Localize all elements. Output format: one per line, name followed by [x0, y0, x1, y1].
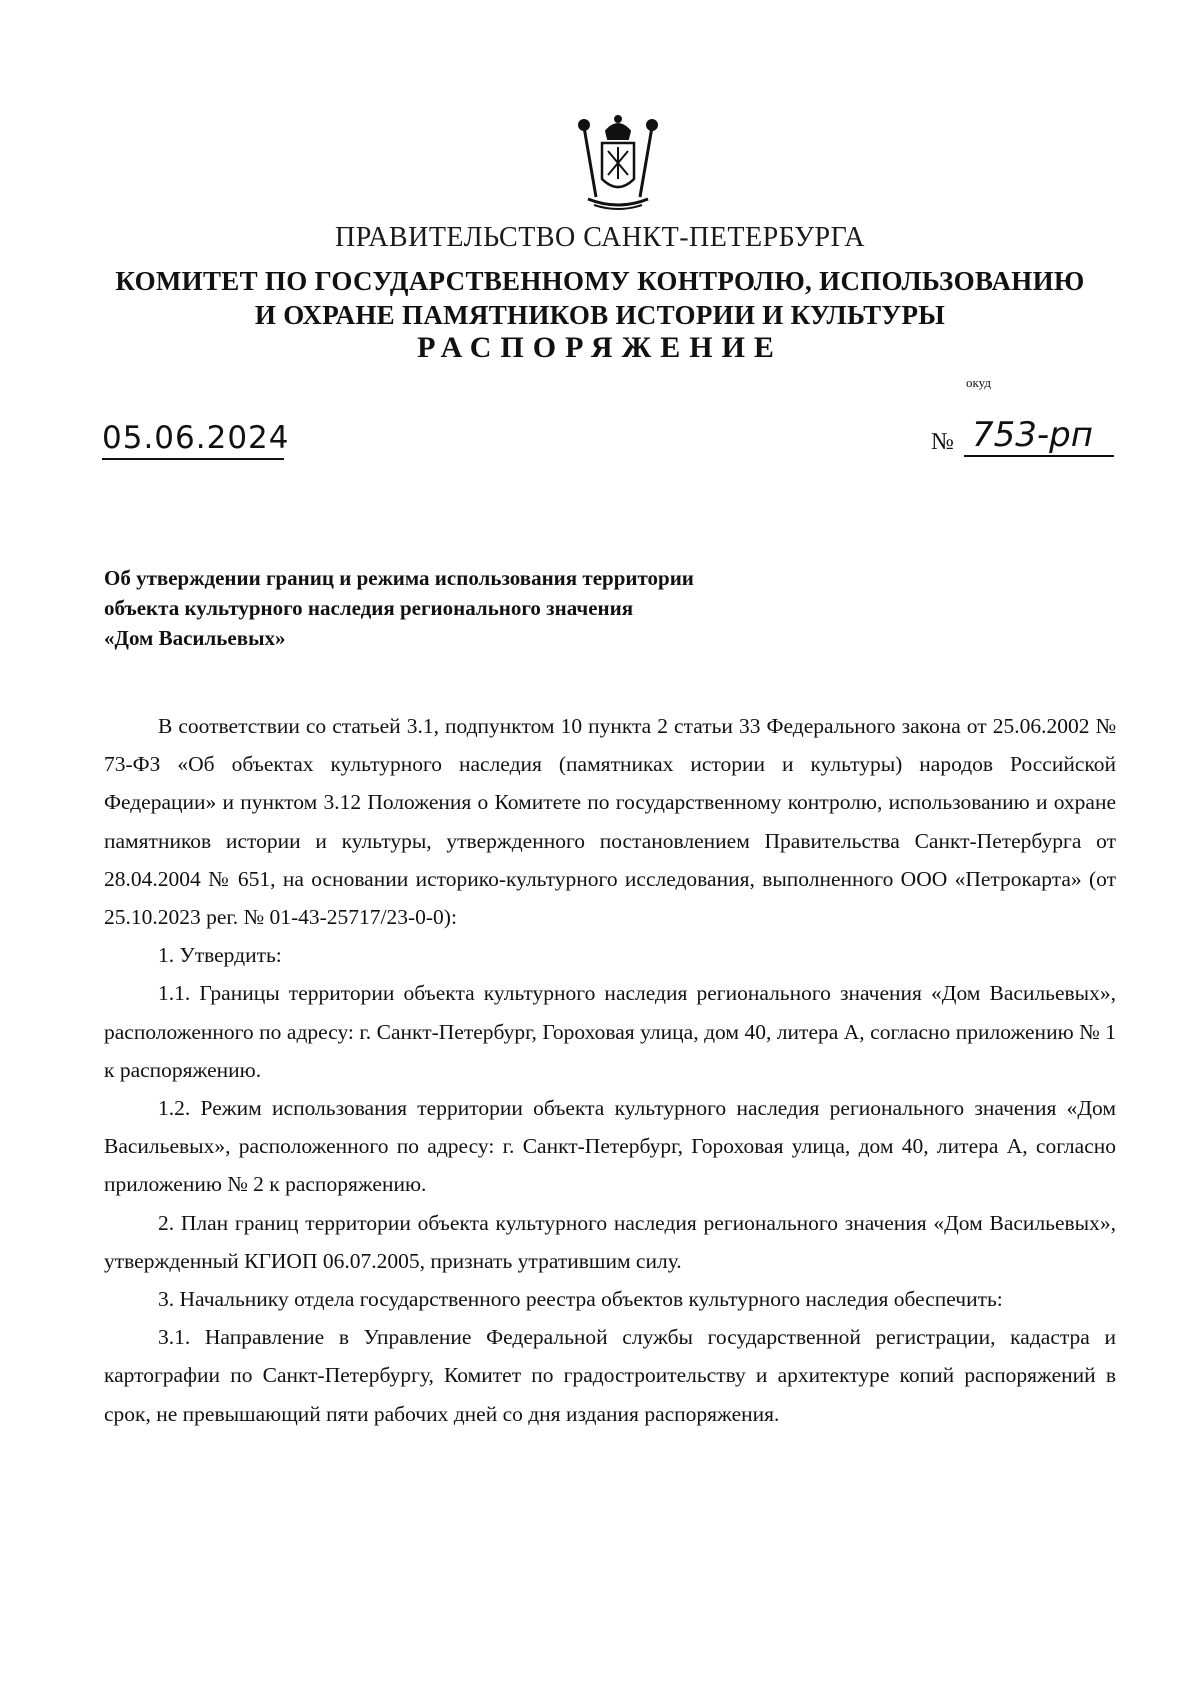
- paragraph-item-1-1: 1.1. Границы территории объекта культурного наследия регионального значения «Дом Васильевых», расположенного по адресу: г. Санкт-Петербург, Гороховая улица, дом 40, литера А, согласно приложению № 1 к распоряжению.: [104, 981, 1116, 1082]
- subject-line1: Об утверждении границ и режима использования территории: [104, 566, 694, 590]
- subject-line2: объекта культурного наследия регионального значения: [104, 596, 634, 620]
- committee-title: [0, 264, 1200, 332]
- paragraph-item-1: 1. Утвердить:: [158, 943, 282, 968]
- paragraph-item-2: 2. План границ территории объекта культурного наследия регионального значения «Дом Васильевых», утвержденный КГИОП 06.07.2005, признать утратившим силу.: [104, 1210, 1116, 1273]
- paragraph-item-1-2: 1.2. Режим использования территории объекта культурного наследия регионального значения «Дом Васильевых», расположенного по адресу: г. Санкт-Петербург, Гороховая улица, дом 40, литера А, согласно приложению № 2 к распоряжению.: [104, 1096, 1116, 1197]
- document-subject: [104, 563, 694, 653]
- government-title: ПРАВИТЕЛЬСТВО САНКТ-ПЕТЕРБУРГА: [335, 222, 865, 253]
- coat-of-arms-icon: [572, 113, 664, 213]
- document-date: 05.06.2024: [102, 419, 284, 460]
- document-body: [104, 707, 1116, 1433]
- okud-label: окуд: [966, 375, 991, 390]
- paragraph-preamble: В соответствии со статьей 3.1, подпунктом 10 пункта 2 статьи 33 Федерального закона от 25.06.2002 № 73-ФЗ «Об объектах культурного наследия (памятниках истории и культуры) народов Российской Федерации» и пунктом 3.12 Положения о Комитете по государственному контролю, использованию и охране памятников истории и культуры, утвержденного постановлением Правительства Санкт-Петербурга от 28.04.2004 № 651, на основании историко-культурного исследования, выполненного ООО «Петрокарта» (от 25.10.2023 рег. № 01-43-25717/23-0-0):: [104, 714, 1116, 930]
- committee-title-line2: И ОХРАНЕ ПАМЯТНИКОВ ИСТОРИИ И КУЛЬТУРЫ: [254, 300, 946, 330]
- document-type: РАСПОРЯЖЕНИЕ: [417, 331, 783, 364]
- paragraph-item-3: 3. Начальнику отдела государственного реестра объектов культурного наследия обеспечить:: [158, 1287, 1003, 1312]
- subject-line3: «Дом Васильевых»: [104, 626, 286, 650]
- committee-title-line1: КОМИТЕТ ПО ГОСУДАРСТВЕННОМУ КОНТРОЛЮ, ИСПОЛЬЗОВАНИЮ: [115, 266, 1085, 296]
- paragraph-item-3-1: 3.1. Направление в Управление Федеральной службы государственной регистрации, кадастра и картографии по Санкт-Петербургу, Комитет по градостроительству и архитектуре копий распоряжений в срок, не превышающий пяти рабочих дней со дня издания распоряжения.: [104, 1325, 1116, 1426]
- document-number: 753-рп: [964, 415, 1114, 457]
- number-sign: №: [931, 429, 954, 455]
